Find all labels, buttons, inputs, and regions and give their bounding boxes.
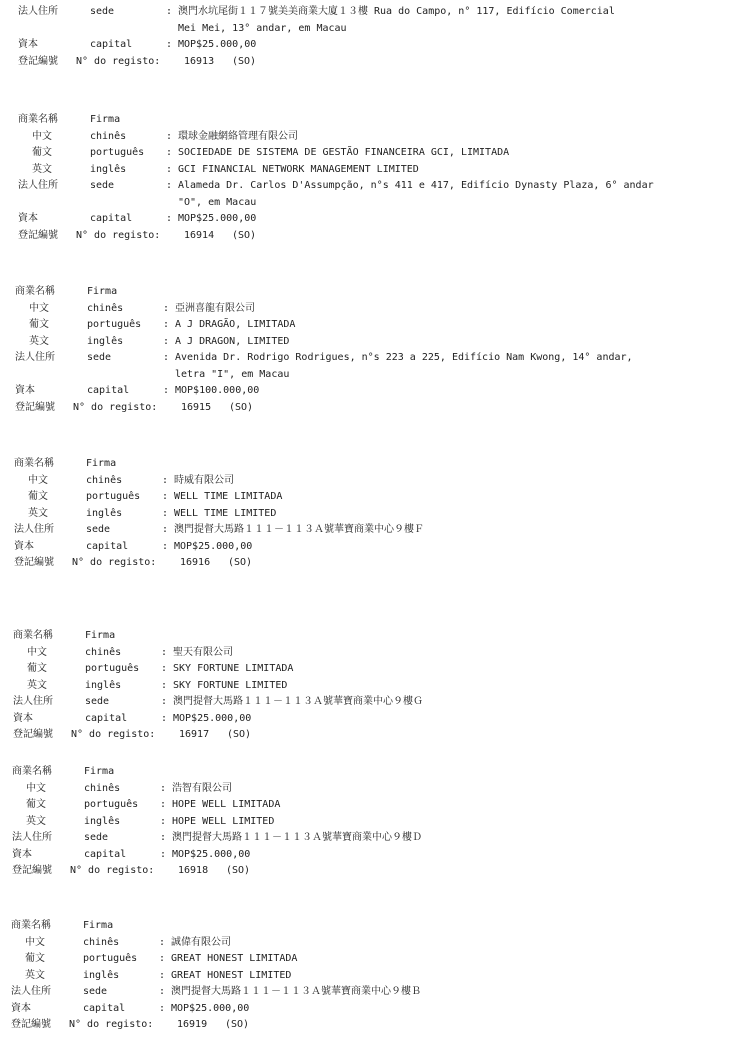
firma-label-zh: 商業名稱 [11, 920, 51, 931]
sede-label-zh: 法人住所 [11, 986, 51, 997]
separator: : [166, 39, 173, 50]
firma-row [0, 456, 733, 473]
separator: : [166, 213, 173, 224]
firma-label-pt: Firma [85, 630, 116, 641]
portugues-row [0, 797, 733, 814]
ingles-label-zh: 英文 [29, 335, 49, 347]
portugues-label-pt: português [84, 799, 139, 810]
ingles-label-pt: inglês [84, 815, 121, 827]
registo-label-pt: N° do registo: [76, 55, 161, 67]
sede-row [0, 694, 733, 711]
registo-number: 16915 [181, 401, 212, 413]
portuguese-name-value: SKY FORTUNE LIMITADA [173, 663, 294, 674]
english-name-value: GCI FINANCIAL NETWORK MANAGEMENT LIMITED [178, 163, 419, 175]
capital-row [0, 539, 733, 556]
registo-suffix: (SO) [227, 729, 252, 740]
capital-row [0, 847, 733, 864]
sede-value: 澳門提督大馬路１１１－１１３Ａ號華寶商業中心９樓Ｆ [174, 524, 424, 535]
sede-label-pt: sede [90, 180, 115, 191]
ingles-row [0, 162, 733, 179]
firma-label-zh: 商業名稱 [14, 458, 54, 469]
registo-suffix: (SO) [229, 401, 254, 413]
firma-row [0, 284, 733, 301]
ingles-label-zh: 英文 [28, 507, 48, 519]
chinese-name-value: 環球金融網絡管理有限公司 [178, 130, 298, 142]
capital-label-pt: capital [85, 712, 128, 724]
separator: : [162, 507, 169, 519]
sede-value-cont: Mei Mei, 13° andar, em Macau [178, 22, 347, 34]
portugues-label-pt: português [85, 663, 140, 674]
registo-label-zh: 登記編號 [11, 1019, 51, 1030]
portugues-label-pt: português [87, 319, 142, 330]
company-record [0, 456, 733, 572]
chines-row [0, 935, 733, 952]
separator: : [163, 335, 170, 347]
chines-row [0, 781, 733, 798]
sede-row [0, 178, 733, 195]
separator: : [162, 491, 169, 502]
chines-label-zh: 中文 [29, 302, 49, 314]
separator: : [160, 832, 167, 843]
separator: : [161, 663, 168, 674]
sede-row-cont [0, 195, 733, 212]
portugues-label-pt: português [83, 953, 138, 964]
registo-number: 16918 [178, 865, 209, 876]
firma-label-pt: Firma [90, 114, 121, 125]
sede-value: Alameda Dr. Carlos D'Assumpção, n°s 411 e 417, Edifício Dynasty Plaza, 6° andar [178, 180, 654, 191]
portugues-label-zh: 葡文 [26, 799, 46, 810]
sede-label-pt: sede [87, 352, 112, 363]
ingles-label-zh: 英文 [26, 815, 46, 827]
separator: : [159, 1002, 166, 1014]
registo-row [0, 54, 733, 71]
separator: : [159, 936, 166, 948]
separator: : [163, 352, 170, 363]
separator: : [160, 782, 167, 794]
registo-row [0, 1017, 733, 1034]
firma-label-zh: 商業名稱 [18, 114, 58, 125]
registo-number: 16916 [180, 557, 211, 568]
firma-row [0, 918, 733, 935]
sede-value-cont: "O", em Macau [178, 196, 257, 208]
sede-label-zh: 法人住所 [18, 180, 58, 191]
sede-value: 澳門提督大馬路１１１－１１３Ａ號華寶商業中心９樓Ｄ [172, 832, 422, 843]
firma-label-zh: 商業名稱 [15, 286, 55, 297]
firma-label-zh: 商業名稱 [12, 766, 52, 777]
registo-row [0, 863, 733, 880]
portuguese-name-value: GREAT HONEST LIMITADA [171, 953, 298, 964]
chinese-name-value: 時威有限公司 [174, 474, 234, 486]
separator: : [162, 524, 169, 535]
capital-row [0, 711, 733, 728]
sede-label-pt: sede [90, 6, 115, 17]
capital-value: MOP$25.000,00 [172, 848, 251, 860]
company-record [0, 764, 733, 880]
chines-row [0, 473, 733, 490]
chines-label-pt: chinês [83, 936, 120, 948]
sede-value: 澳門提督大馬路１１１－１１３Ａ號華寶商業中心９樓Ｂ [171, 986, 421, 997]
chines-label-zh: 中文 [32, 130, 52, 142]
sede-label-pt: sede [83, 986, 108, 997]
ingles-label-zh: 英文 [27, 679, 47, 691]
registo-row [0, 228, 733, 245]
capital-label-pt: capital [90, 213, 133, 224]
chines-label-pt: chinês [86, 474, 123, 486]
capital-row [0, 37, 733, 54]
portugues-label-zh: 葡文 [25, 953, 45, 964]
capital-label-pt: capital [90, 39, 133, 50]
registo-label-pt: N° do registo: [73, 401, 158, 413]
registo-label-pt: N° do registo: [70, 865, 155, 876]
chines-row [0, 129, 733, 146]
firma-label-pt: Firma [87, 286, 118, 297]
ingles-label-pt: inglês [87, 335, 124, 347]
ingles-label-zh: 英文 [25, 969, 45, 981]
chinese-name-value: 浩智有限公司 [172, 782, 232, 794]
portugues-row [0, 317, 733, 334]
portuguese-name-value: SOCIEDADE DE SISTEMA DE GESTÃO FINANCEIRA GCI, LIMITADA [178, 147, 510, 158]
capital-label-zh: 資本 [11, 1002, 31, 1014]
separator: : [166, 130, 173, 142]
separator: : [163, 302, 170, 314]
capital-label-pt: capital [87, 385, 130, 396]
ingles-row [0, 678, 733, 695]
ingles-row [0, 814, 733, 831]
sede-row [0, 984, 733, 1001]
registo-label-zh: 登記編號 [18, 229, 58, 241]
separator: : [166, 6, 173, 17]
chines-label-zh: 中文 [25, 936, 45, 948]
portugues-row [0, 489, 733, 506]
registo-suffix: (SO) [226, 865, 251, 876]
company-record [0, 628, 733, 744]
english-name-value: SKY FORTUNE LIMITED [173, 679, 288, 691]
portugues-label-zh: 葡文 [28, 491, 48, 502]
registo-label-pt: N° do registo: [69, 1019, 154, 1030]
sede-label-pt: sede [84, 832, 109, 843]
chines-label-zh: 中文 [27, 646, 47, 658]
separator: : [161, 679, 168, 691]
company-record [0, 918, 733, 1034]
sede-label-zh: 法人住所 [12, 832, 52, 843]
portugues-label-zh: 葡文 [29, 319, 49, 330]
sede-row [0, 522, 733, 539]
capital-value: MOP$25.000,00 [174, 540, 253, 552]
sede-label-zh: 法人住所 [13, 696, 53, 707]
registo-label-pt: N° do registo: [72, 557, 157, 568]
separator: : [163, 385, 170, 396]
registo-row [0, 727, 733, 744]
sede-label-zh: 法人住所 [15, 352, 55, 363]
separator: : [162, 540, 169, 552]
portugues-label-pt: português [86, 491, 141, 502]
capital-label-zh: 資本 [18, 213, 38, 224]
capital-label-zh: 資本 [18, 39, 38, 50]
registo-number: 16917 [179, 729, 210, 740]
chines-label-pt: chinês [84, 782, 121, 794]
english-name-value: WELL TIME LIMITED [174, 507, 277, 519]
registo-row [0, 400, 733, 417]
ingles-row [0, 968, 733, 985]
capital-label-pt: capital [83, 1002, 126, 1014]
capital-value: MOP$25.000,00 [178, 39, 257, 50]
separator: : [166, 163, 173, 175]
registo-label-zh: 登記編號 [18, 55, 58, 67]
registo-number: 16919 [177, 1019, 208, 1030]
english-name-value: HOPE WELL LIMITED [172, 815, 275, 827]
portugues-label-pt: português [90, 147, 145, 158]
capital-label-zh: 資本 [15, 385, 35, 396]
separator: : [161, 696, 168, 707]
registo-number: 16913 [184, 55, 215, 67]
portugues-row [0, 661, 733, 678]
separator: : [160, 848, 167, 860]
sede-label-pt: sede [85, 696, 110, 707]
sede-label-zh: 法人住所 [14, 524, 54, 535]
chinese-name-value: 亞洲喜龍有限公司 [175, 302, 255, 314]
chines-row [0, 301, 733, 318]
capital-label-zh: 資本 [14, 540, 34, 552]
capital-label-pt: capital [84, 848, 127, 860]
registo-label-zh: 登記編號 [12, 865, 52, 876]
chines-label-pt: chinês [90, 130, 127, 142]
ingles-row [0, 506, 733, 523]
registo-number: 16914 [184, 229, 215, 241]
chines-label-pt: chinês [87, 302, 124, 314]
sede-row [0, 830, 733, 847]
firma-label-pt: Firma [86, 458, 117, 469]
capital-label-pt: capital [86, 540, 129, 552]
registo-suffix: (SO) [225, 1019, 250, 1030]
registo-label-zh: 登記編號 [13, 729, 53, 740]
separator: : [166, 180, 173, 191]
firma-label-pt: Firma [84, 766, 115, 777]
separator: : [160, 799, 167, 810]
separator: : [166, 147, 173, 158]
capital-row [0, 1001, 733, 1018]
sede-row-cont [0, 21, 733, 38]
capital-row [0, 383, 733, 400]
chines-label-pt: chinês [85, 646, 122, 658]
ingles-label-pt: inglês [85, 679, 122, 691]
ingles-row [0, 334, 733, 351]
chines-label-zh: 中文 [26, 782, 46, 794]
registo-suffix: (SO) [228, 557, 253, 568]
capital-value: MOP$25.000,00 [171, 1002, 250, 1014]
separator: : [161, 646, 168, 658]
english-name-value: A J DRAGON, LIMITED [175, 335, 290, 347]
firma-row [0, 112, 733, 129]
sede-row [0, 350, 733, 367]
capital-value: MOP$25.000,00 [173, 712, 252, 724]
sede-value-cont: letra "I", em Macau [175, 368, 290, 380]
registo-label-pt: N° do registo: [71, 729, 156, 740]
firma-row [0, 764, 733, 781]
sede-value: Avenida Dr. Rodrigo Rodrigues, n°s 223 a 225, Edifício Nam Kwong, 14° andar, [175, 352, 633, 363]
registo-label-zh: 登記編號 [14, 557, 54, 568]
registo-label-zh: 登記編號 [15, 401, 55, 413]
chines-label-zh: 中文 [28, 474, 48, 486]
portuguese-name-value: WELL TIME LIMITADA [174, 491, 283, 502]
portugues-row [0, 145, 733, 162]
registo-label-pt: N° do registo: [76, 229, 161, 241]
separator: : [159, 969, 166, 981]
sede-row [0, 4, 733, 21]
capital-value: MOP$25.000,00 [178, 213, 257, 224]
company-record [0, 284, 733, 416]
separator: : [160, 815, 167, 827]
registo-suffix: (SO) [232, 55, 257, 67]
firma-row [0, 628, 733, 645]
portugues-label-zh: 葡文 [32, 147, 52, 158]
registo-row [0, 555, 733, 572]
ingles-label-pt: inglês [90, 163, 127, 175]
firma-label-pt: Firma [83, 920, 114, 931]
separator: : [163, 319, 170, 330]
capital-row [0, 211, 733, 228]
separator: : [161, 712, 168, 724]
company-record [0, 112, 733, 244]
ingles-label-pt: inglês [86, 507, 123, 519]
firma-label-zh: 商業名稱 [13, 630, 53, 641]
capital-label-zh: 資本 [13, 712, 33, 724]
separator: : [162, 474, 169, 486]
capital-value: MOP$100.000,00 [175, 385, 260, 396]
company-record [0, 4, 733, 70]
portuguese-name-value: HOPE WELL LIMITADA [172, 799, 281, 810]
chines-row [0, 645, 733, 662]
english-name-value: GREAT HONEST LIMITED [171, 969, 292, 981]
sede-value: 澳門水坑尾街１１７號美美商業大廈１３樓 Rua do Campo, n° 117, Edifício Comercial [178, 6, 615, 17]
chinese-name-value: 誠偉有限公司 [171, 936, 231, 948]
ingles-label-pt: inglês [83, 969, 120, 981]
registo-suffix: (SO) [232, 229, 257, 241]
sede-label-pt: sede [86, 524, 111, 535]
sede-row-cont [0, 367, 733, 384]
separator: : [159, 953, 166, 964]
portuguese-name-value: A J DRAGÃO, LIMITADA [175, 319, 296, 330]
capital-label-zh: 資本 [12, 848, 32, 860]
chinese-name-value: 聖天有限公司 [173, 646, 233, 658]
sede-label-zh: 法人住所 [18, 6, 58, 17]
separator: : [159, 986, 166, 997]
portugues-label-zh: 葡文 [27, 663, 47, 674]
ingles-label-zh: 英文 [32, 163, 52, 175]
portugues-row [0, 951, 733, 968]
sede-value: 澳門提督大馬路１１１－１１３Ａ號華寶商業中心９樓Ｇ [173, 696, 423, 707]
